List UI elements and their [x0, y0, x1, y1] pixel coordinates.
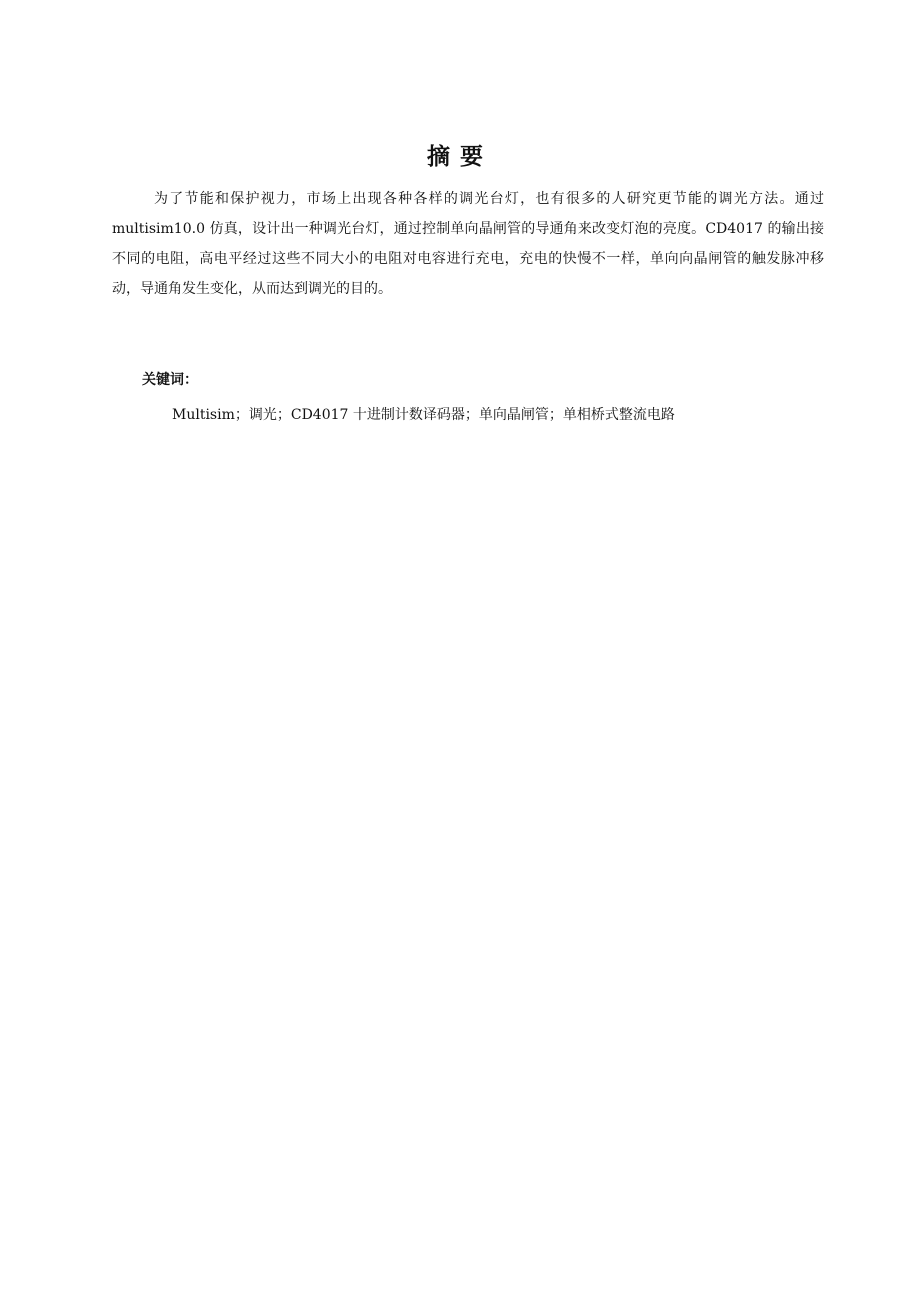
page-title: 摘要 [427, 144, 493, 170]
abstract-paragraph: 为了节能和保护视力，市场上出现各种各样的调光台灯，也有很多的人研究更节能的调光方法。通过 multisim10.0 仿真，设计出一种调光台灯，通过控制单向晶闸管的导通角来改变灯泡的亮度。CD4017 的输出接不同的电阻，高电平经过这些不同大小的电阻对电容进行充电，充电的快慢不一样，单向向晶闸管的触发脉冲移动，导通角发生变化，从而达到调光的目的。 [112, 191, 824, 297]
keywords-text: Multisim；调光；CD4017 十进制计数译码器；单向晶闸管；单相桥式整流电路 [172, 407, 675, 423]
keywords-label: 关键词： [142, 372, 198, 388]
